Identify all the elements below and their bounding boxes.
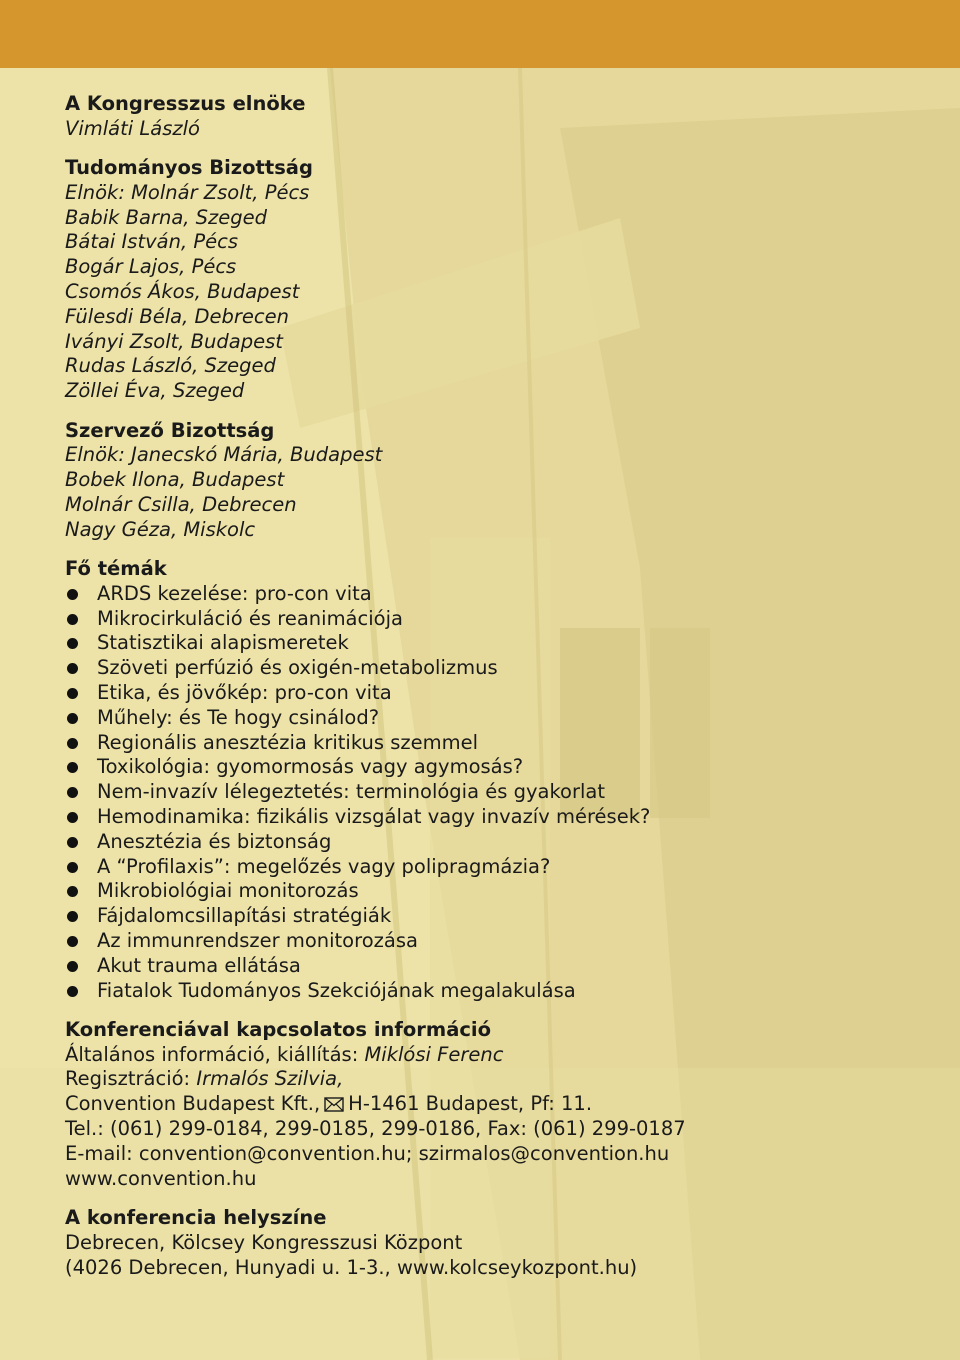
scientific-committee-section: [65, 156, 945, 404]
list-item: [65, 805, 945, 830]
bullet-icon: [67, 614, 78, 625]
list-item: [65, 979, 945, 1004]
topic-text: Fájdalomcsillapítási stratégiák: [97, 904, 392, 928]
bullet-icon: [67, 589, 78, 600]
committee-member: Elnök: Molnár Zsolt, Pécs: [65, 180, 310, 204]
bullet-icon: [67, 787, 78, 798]
venue-heading: A konferencia helyszíne: [65, 1205, 327, 1229]
topic-text: Hemodinamika: fizikális vizsgálat vagy invazív mérések?: [97, 805, 651, 829]
list-item: [65, 706, 945, 731]
topic-text: Akut trauma ellátása: [97, 953, 301, 977]
info-section: [65, 1018, 945, 1192]
topic-text: Mikrobiológiai monitorozás: [97, 879, 359, 903]
list-item: [65, 780, 945, 805]
topic-text: Fiatalok Tudományos Szekciójának megalakulása: [97, 978, 576, 1002]
topic-text: Statisztikai alapismeretek: [97, 631, 349, 655]
president-heading: A Kongresszus elnöke: [65, 92, 306, 115]
email-line[interactable]: E-mail: convention@convention.hu; szirmalos@convention.hu: [65, 1141, 670, 1165]
venue-section: [65, 1206, 945, 1280]
postal-address: H-1461 Budapest, Pf: 11.: [348, 1092, 593, 1116]
topic-text: Nem-invazív lélegeztetés: terminológia és gyakorlat: [97, 780, 606, 804]
registration-name: Irmalós Szilvia,: [196, 1067, 344, 1091]
phone-line: Tel.: (061) 299-0184, 299-0185, 299-0186, Fax: (061) 299-0187: [65, 1117, 686, 1141]
committee-member: Molnár Csilla, Debrecen: [65, 492, 297, 516]
general-info-label: Általános információ, kiállítás:: [65, 1042, 365, 1066]
scientific-committee-heading: Tudományos Bizottság: [65, 156, 313, 180]
postal-address-line: [65, 1092, 945, 1117]
topic-text: Műhely: és Te hogy csinálod?: [97, 705, 380, 729]
committee-member: Nagy Géza, Miskolc: [65, 517, 256, 541]
envelope-icon: [324, 1097, 344, 1112]
committee-member: Zöllei Éva, Szeged: [65, 379, 245, 403]
company-name: Convention Budapest Kft.,: [65, 1092, 321, 1116]
general-info-line: [65, 1043, 945, 1068]
organizing-committee-section: [65, 419, 945, 543]
content: [65, 92, 945, 1295]
website-link[interactable]: www.convention.hu: [65, 1166, 257, 1190]
venue-name: Debrecen, Kölcsey Kongresszusi Központ: [65, 1230, 463, 1254]
list-item: [65, 731, 945, 756]
bullet-icon: [67, 886, 78, 897]
bullet-icon: [67, 837, 78, 848]
list-item: [65, 631, 945, 656]
committee-member: Csomós Ákos, Budapest: [65, 280, 300, 304]
registration-label: Regisztráció:: [65, 1067, 197, 1091]
header-bar: [0, 0, 960, 68]
venue-address: (4026 Debrecen, Hunyadi u. 1-3., www.kolcseykozpont.hu): [65, 1255, 638, 1279]
info-heading: Konferenciával kapcsolatos információ: [65, 1017, 492, 1041]
committee-member: Bátai István, Pécs: [65, 230, 238, 254]
bullet-icon: [67, 961, 78, 972]
committee-member: Iványi Zsolt, Budapest: [65, 329, 283, 353]
committee-member: Elnök: Janecskó Mária, Budapest: [65, 443, 383, 467]
bullet-icon: [67, 688, 78, 699]
topics-list: [65, 582, 945, 1004]
list-item: [65, 954, 945, 979]
list-item: [65, 607, 945, 632]
list-item: [65, 681, 945, 706]
list-item: [65, 830, 945, 855]
topic-text: A “Profilaxis”: megelőzés vagy polipragmázia?: [97, 854, 551, 878]
list-item: [65, 656, 945, 681]
bullet-icon: [67, 862, 78, 873]
bullet-icon: [67, 738, 78, 749]
committee-member: Fülesdi Béla, Debrecen: [65, 304, 289, 328]
list-item: [65, 879, 945, 904]
organizing-committee-heading: Szervező Bizottság: [65, 418, 275, 442]
bullet-icon: [67, 638, 78, 649]
bullet-icon: [67, 911, 78, 922]
topics-heading: Fő témák: [65, 557, 167, 581]
topics-section: [65, 557, 945, 1003]
list-item: [65, 855, 945, 880]
topic-text: ARDS kezelése: pro-con vita: [97, 581, 372, 605]
general-info-name: Miklósi Ferenc: [364, 1042, 504, 1066]
committee-member: Bobek Ilona, Budapest: [65, 468, 285, 492]
topic-text: Regionális anesztézia kritikus szemmel: [97, 730, 479, 754]
bullet-icon: [67, 762, 78, 773]
committee-member: Bogár Lajos, Pécs: [65, 255, 237, 279]
list-item: [65, 904, 945, 929]
president-name: Vimláti László: [65, 116, 200, 140]
list-item: [65, 929, 945, 954]
committee-member: Babik Barna, Szeged: [65, 205, 268, 229]
list-item: [65, 755, 945, 780]
bullet-icon: [67, 713, 78, 724]
topic-text: Anesztézia és biztonság: [97, 829, 332, 853]
bullet-icon: [67, 663, 78, 674]
topic-text: Etika, és jövőkép: pro-con vita: [97, 681, 392, 705]
bullet-icon: [67, 986, 78, 997]
list-item: [65, 582, 945, 607]
president-section: [65, 92, 945, 142]
registration-line: [65, 1067, 945, 1092]
topic-text: Toxikológia: gyomormosás vagy agymosás?: [97, 755, 524, 779]
bullet-icon: [67, 936, 78, 947]
committee-member: Rudas László, Szeged: [65, 354, 276, 378]
topic-text: Mikrocirkuláció és reanimációja: [97, 606, 403, 630]
topic-text: Szöveti perfúzió és oxigén-metabolizmus: [97, 656, 498, 680]
bullet-icon: [67, 812, 78, 823]
topic-text: Az immunrendszer monitorozása: [97, 929, 418, 952]
